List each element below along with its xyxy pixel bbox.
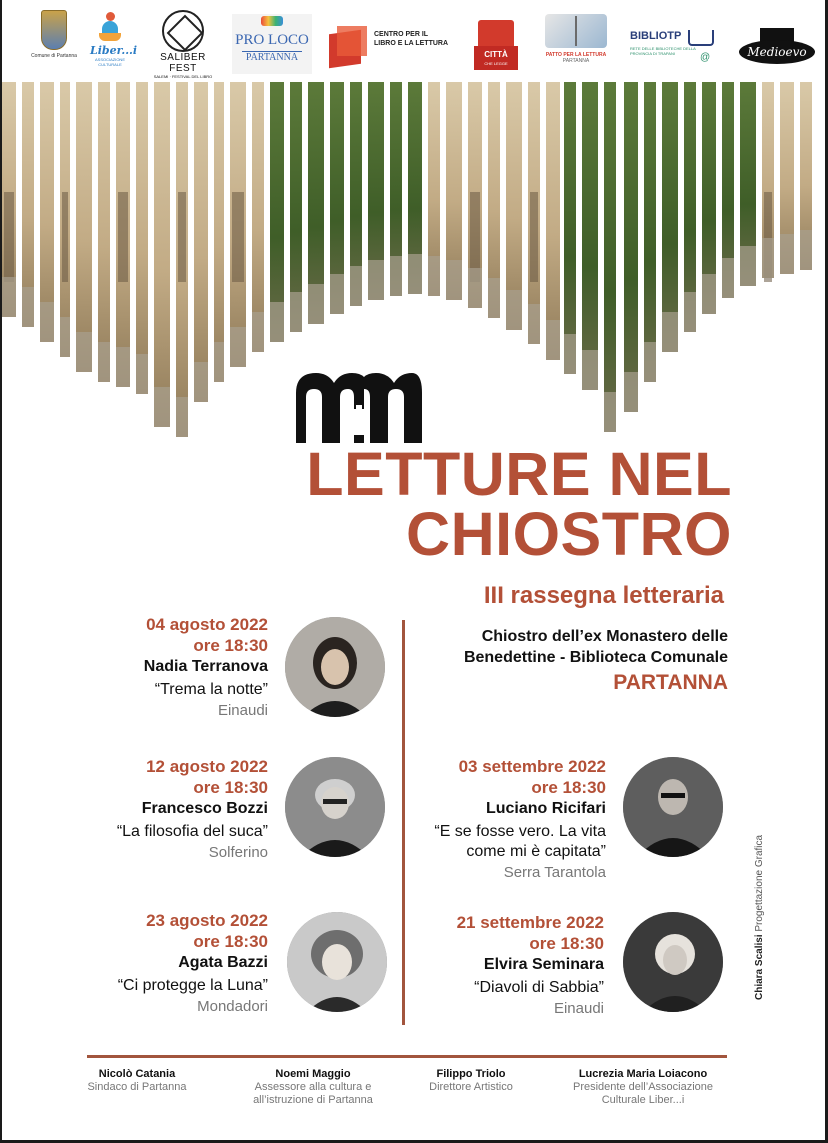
photo-strip <box>564 82 576 374</box>
signatory <box>82 1068 192 1094</box>
proloco-name: PRO LOCO <box>235 32 309 48</box>
photo-strip <box>230 82 246 367</box>
venue-city: PARTANNA <box>613 671 728 694</box>
red-book-icon <box>329 26 369 66</box>
event-book-title: “Trema la notte” <box>154 681 268 698</box>
photo-strip <box>330 82 344 314</box>
photo-strip <box>214 82 224 382</box>
comune-caption: Comune di Partanna <box>31 53 77 59</box>
author-photo <box>287 912 387 1012</box>
signatory-role-line-2: Culturale Liber...i <box>601 1094 685 1106</box>
graphic-design-credit <box>754 800 765 1000</box>
event-card <box>18 614 268 721</box>
photo-strip <box>762 82 774 282</box>
venue-line-2: Benedettine - Biblioteca Comunale <box>463 649 728 666</box>
centro-libro-lettura-logo <box>329 24 451 68</box>
title-line-1: LETTURE NEL <box>306 440 732 508</box>
photo-strip <box>2 82 16 317</box>
event-author: Luciano Ricifari <box>485 800 606 817</box>
event-date: 03 settembre 2022 <box>458 757 606 776</box>
event-publisher: Solferino <box>208 844 268 861</box>
photo-strip <box>270 82 284 342</box>
photo-strip <box>428 82 440 296</box>
bibliotp-caption: RETE DELLE BIBLIOTECHE DELLA PROVINCIA DI TRAPANI <box>630 46 696 56</box>
event-publisher: Einaudi <box>217 702 268 719</box>
medioevo-logo <box>738 28 816 74</box>
photo-strip <box>800 82 812 270</box>
reader-figure-icon <box>99 12 121 44</box>
event-time: ore 18:30 <box>193 636 268 655</box>
photo-strip <box>780 82 794 274</box>
patto-lettura-logo <box>540 14 612 74</box>
sponsor-logo-strip <box>2 0 825 80</box>
photo-strip <box>468 82 482 308</box>
signatory <box>238 1068 388 1107</box>
event-author: Agata Bazzi <box>178 954 268 971</box>
event-publisher: Einaudi <box>553 1000 604 1017</box>
comune-partanna-logo <box>28 10 80 59</box>
author-photo <box>623 912 723 1012</box>
bibliotp-name: BIBLIOTP <box>630 30 682 42</box>
photo-strip <box>40 82 54 342</box>
saliber-name: SALIBER FEST <box>160 52 206 74</box>
signatory <box>558 1068 728 1107</box>
photo-strip <box>644 82 656 382</box>
proloco-badge-icon <box>261 16 283 26</box>
event-date: 04 agosto 2022 <box>146 615 268 634</box>
event-card <box>18 910 268 1017</box>
event-book-title: “Ci protegge la Luna” <box>117 977 268 994</box>
event-publisher: Serra Tarantola <box>503 864 606 881</box>
photo-strip <box>488 82 500 318</box>
photo-strip <box>350 82 362 306</box>
signatory-name: Filippo Triolo <box>436 1068 506 1080</box>
photo-strip <box>98 82 110 382</box>
photo-strip <box>194 82 208 402</box>
photo-strip <box>528 82 540 344</box>
photo-strip <box>60 82 70 357</box>
event-author: Elvira Seminara <box>483 956 604 973</box>
photo-strip <box>76 82 92 372</box>
photo-strip <box>408 82 422 294</box>
photo-strip <box>22 82 34 327</box>
event-book-title: “Diavoli di Sabbia” <box>474 979 604 996</box>
photo-strip <box>252 82 264 352</box>
signatory-role: Sindaco di Partanna <box>87 1081 187 1093</box>
signatory <box>416 1068 526 1094</box>
proloco-partanna-logo <box>232 14 312 74</box>
event-card <box>394 912 604 1019</box>
citta-caption: CHE LEGGE <box>484 61 508 66</box>
photo-strip <box>390 82 402 296</box>
venue-block <box>414 626 728 698</box>
photo-strip <box>624 82 638 412</box>
photo-strip <box>446 82 462 300</box>
photo-strip <box>116 82 130 387</box>
event-card <box>18 756 268 863</box>
photo-strip <box>506 82 522 330</box>
citta-name: CITTÀ <box>484 50 508 59</box>
event-time: ore 18:30 <box>531 778 606 797</box>
horizontal-divider <box>87 1055 727 1058</box>
event-book-title: “La filosofia del suca” <box>116 823 268 840</box>
credit-name: Chiara Scalisi <box>754 934 765 1000</box>
patto-sub: PARTANNA <box>562 58 590 64</box>
signatory-name: Nicolò Catania <box>98 1068 176 1080</box>
signatory-role: Presidente dell’Associazione <box>572 1081 714 1093</box>
photo-strip <box>582 82 598 390</box>
liber-caption: ASSOCIAZIONE CULTURALE <box>94 57 125 67</box>
web-emblem-icon <box>162 10 204 52</box>
event-date: 23 agosto 2022 <box>146 911 268 930</box>
liber-name: Liber...i <box>90 44 138 57</box>
patto-name: PATTO PER LA LETTURA <box>545 52 607 58</box>
book-outline-icon <box>688 30 714 46</box>
open-book-icon <box>545 14 607 48</box>
event-author: Francesco Bozzi <box>141 800 268 817</box>
medioevo-name: Medioevo <box>739 40 815 64</box>
proloco-sub: PARTANNA <box>242 51 302 63</box>
event-publisher: Mondadori <box>197 998 268 1015</box>
event-card <box>396 756 606 883</box>
author-photo <box>285 757 385 857</box>
saliber-fest-logo <box>148 10 218 79</box>
photo-strip <box>546 82 560 360</box>
author-photo <box>285 617 385 717</box>
photo-strip <box>662 82 678 352</box>
photo-strip <box>154 82 170 427</box>
liber-association-logo <box>90 12 138 67</box>
at-sign-icon: @ <box>700 52 711 63</box>
centro-text: CENTRO PER IL LIBRO E LA LETTURA <box>374 31 449 47</box>
signatory-role: Assessore alla cultura e <box>254 1081 372 1093</box>
credit-role: Progettazione Grafica <box>754 834 765 932</box>
signatory-name: Noemi Maggio <box>275 1068 351 1080</box>
signatory-role: Direttore Artistico <box>429 1081 513 1093</box>
citta-label <box>474 46 518 70</box>
event-time: ore 18:30 <box>529 934 604 953</box>
photo-strip <box>684 82 696 332</box>
citta-che-legge-logo <box>468 20 524 74</box>
title-line-2: CHIOSTRO <box>406 500 732 568</box>
venue-line-1: Chiostro dell’ex Monastero delle <box>481 628 728 645</box>
bibliotp-logo <box>630 30 722 70</box>
signatory-role-line-2: all’istruzione di Partanna <box>253 1094 373 1106</box>
signatory-name: Lucrezia Maria Loiacono <box>578 1068 708 1080</box>
poster-subtitle: III rassegna letteraria <box>483 582 724 609</box>
photo-strip <box>290 82 302 332</box>
photo-strip <box>176 82 188 437</box>
event-book-title-line-1: “E se fosse vero. La vita <box>434 823 606 840</box>
photo-strip <box>740 82 756 286</box>
event-date: 21 settembre 2022 <box>456 913 604 932</box>
coat-of-arms-icon <box>41 10 67 50</box>
event-poster <box>2 0 825 1140</box>
poster-title <box>242 440 732 568</box>
event-author: Nadia Terranova <box>143 658 268 675</box>
photo-strip <box>136 82 148 394</box>
photo-strip <box>702 82 716 314</box>
tower-icon <box>478 20 514 46</box>
saliber-caption: SALEMI · FESTIVAL DEL LIBRO <box>153 74 213 79</box>
event-book-title-line-2: come mi è capitata” <box>466 843 606 860</box>
author-photo <box>623 757 723 857</box>
event-date: 12 agosto 2022 <box>146 757 268 776</box>
event-time: ore 18:30 <box>193 932 268 951</box>
photo-strip <box>308 82 324 324</box>
event-time: ore 18:30 <box>193 778 268 797</box>
photo-strip <box>722 82 734 298</box>
photo-strip <box>368 82 384 300</box>
photo-strip <box>604 82 616 432</box>
letture-chiostro-mm-logo <box>294 371 424 443</box>
